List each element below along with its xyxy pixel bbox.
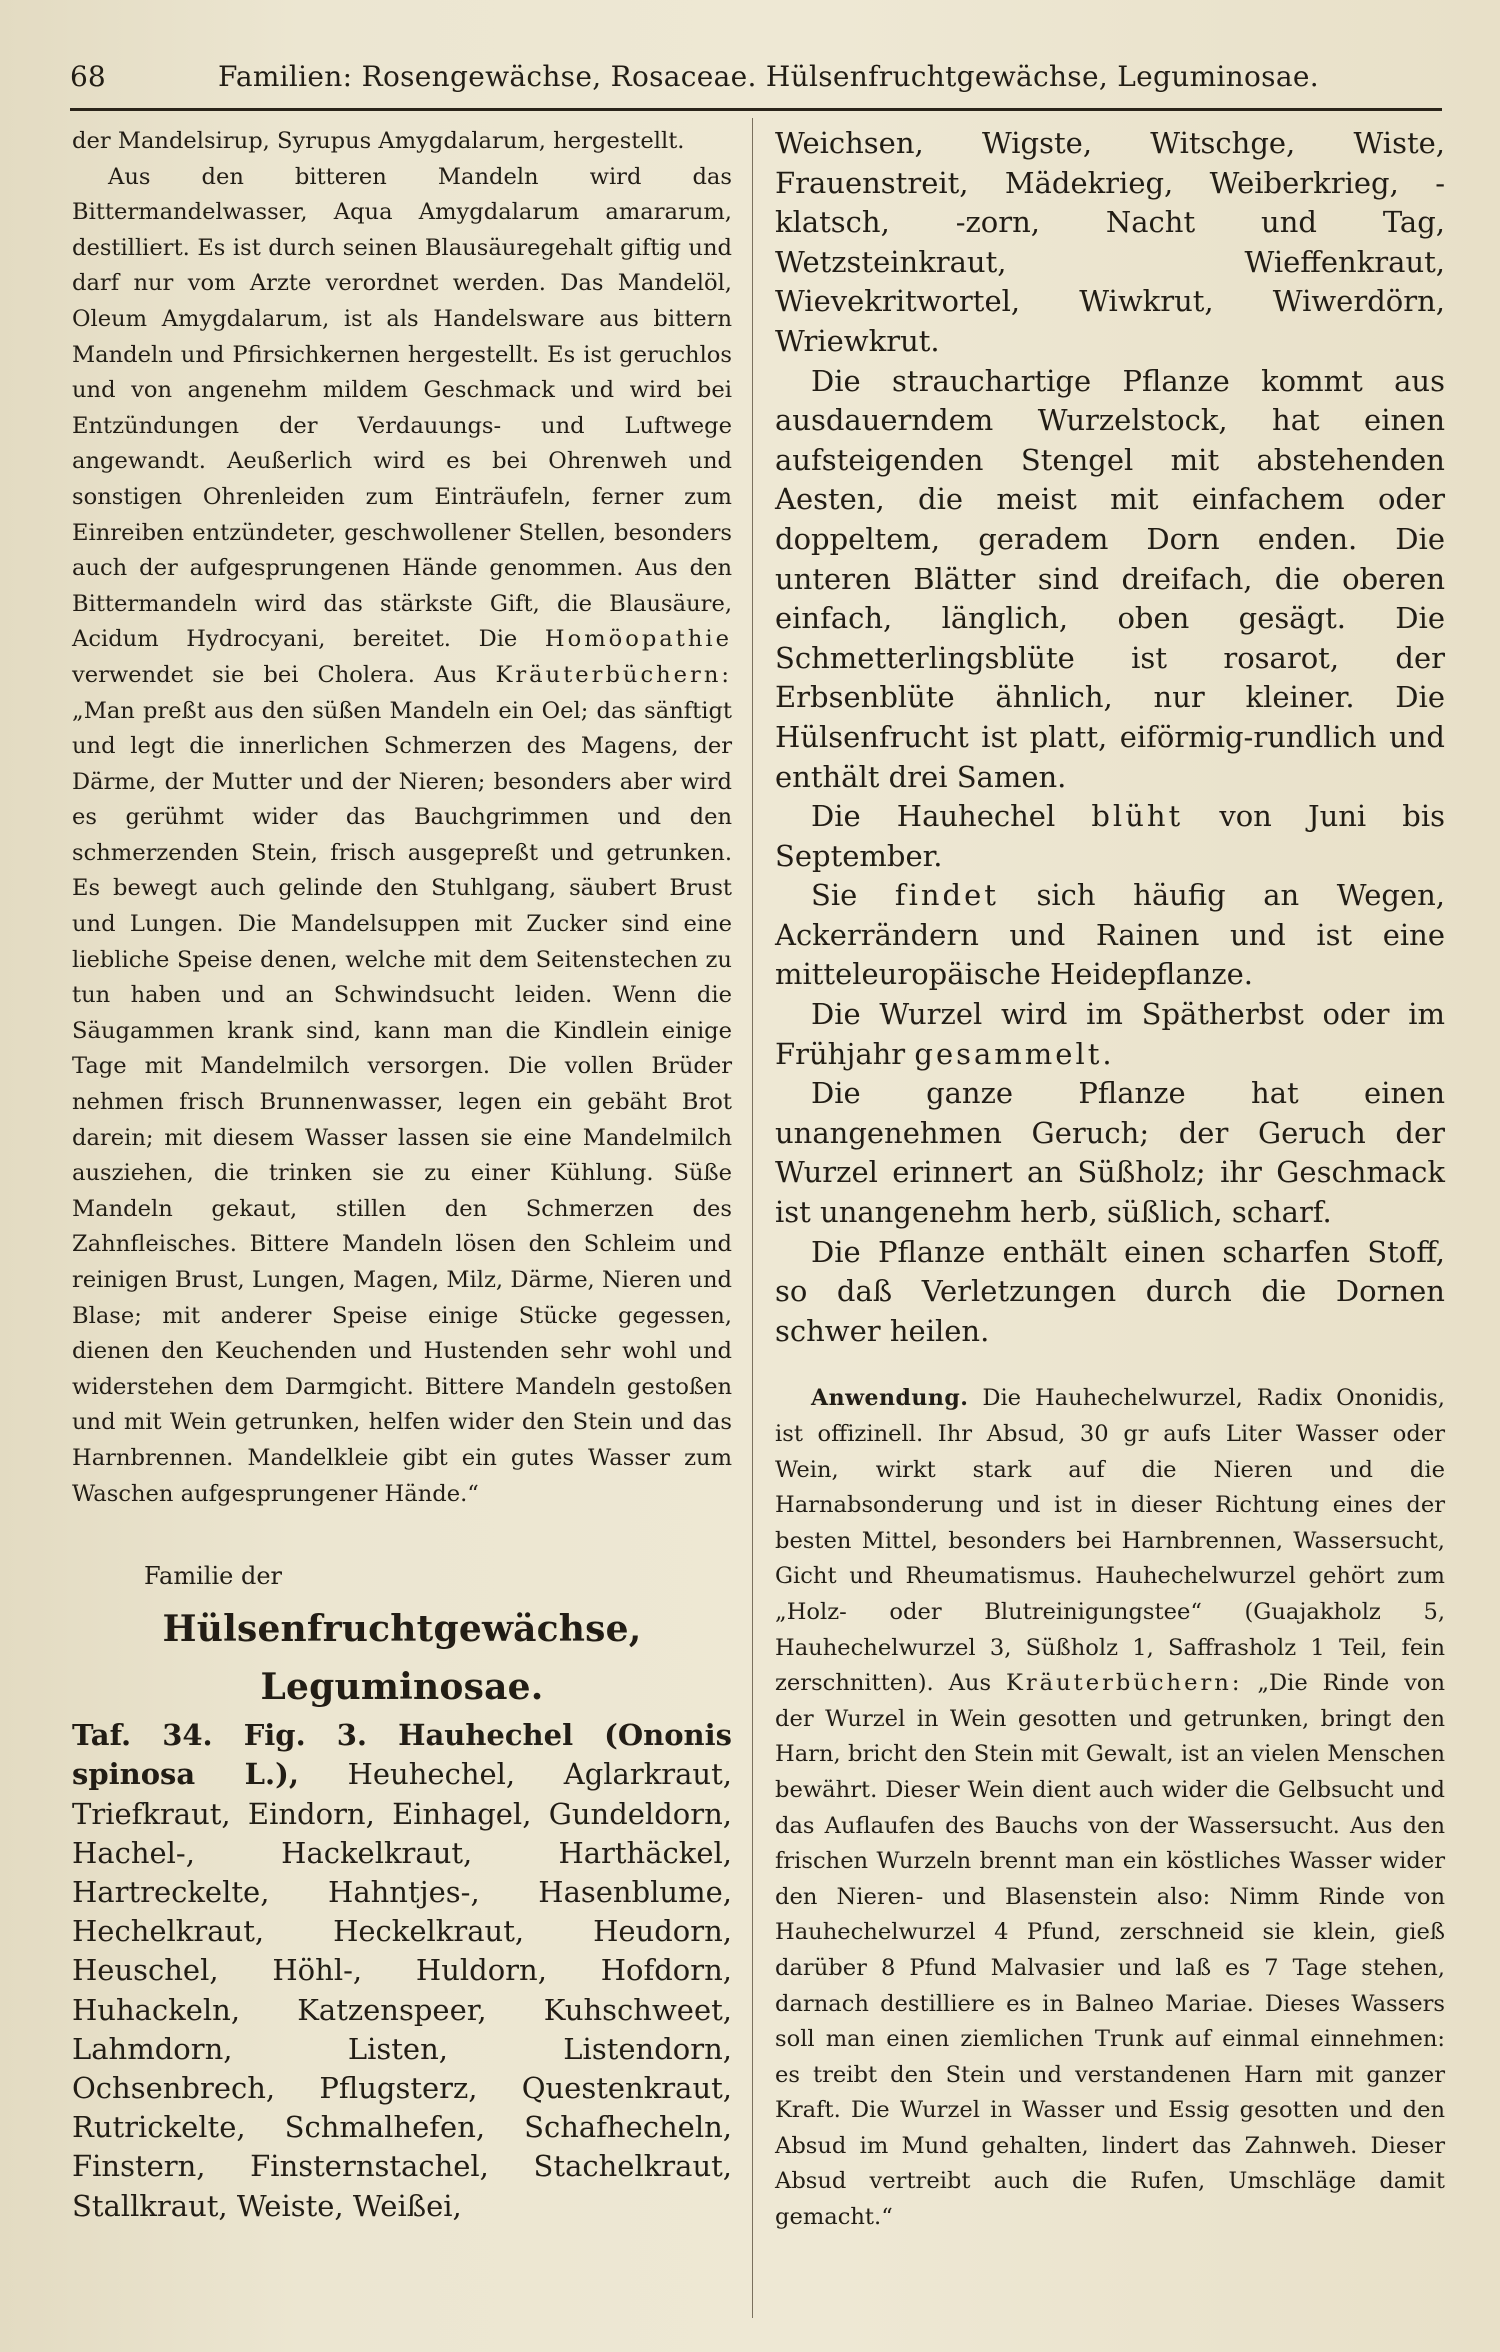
family-title: Hülsenfruchtgewächse, Leguminosae. [162,1608,642,1709]
text-run: Sie [811,878,858,913]
text-run: Die Wurzel wird im Spätherbst oder im Frühjahr [775,997,1445,1071]
left-column [72,124,732,2226]
paragraph: der Mandelsirup, Syrupus Amygdalarum, hergestellt. [72,128,685,154]
emphasis-label: Kräuterbüchern: [495,661,733,688]
text-run: sich häufig an Wegen, Ackerrändern und Rainen und ist eine mitteleuropäische Heidepflanze. [775,878,1446,992]
paragraph: Die ganze Pflanze hat einen unangenehmen Geruch; der Geruch der Wurzel erinnert an Süßholz; ihr Geschmack ist unangenehm herb, süßlich, scharf. [775,1076,1445,1230]
emphasis-label: Homöopathie [544,626,733,653]
text-run: von Juni bis September. [775,799,1446,873]
emphasis-label: gesammelt. [914,1036,1115,1071]
species-entry [72,1716,732,2226]
text-run: Die [478,626,518,653]
page-number: 68 [70,60,106,93]
species-names: Heuhechel, Aglarkraut, Triefkraut, Eindorn, Einhagel, Gundeldorn, Hachel-, Hackelkraut, Harthäckel, Hartreckelte, Hahntjes-, Hasenblume, Hechelkraut, Heckelkraut, Heudorn, Heuschel, Höhl-, Huldorn, Hofdorn, Huhackeln, Katzenspeer, Kuhschweet, Lahmdorn, Listen, Listendorn, Ochsenbrech, Pflugsterz, Questenkraut, Rutrickelte, Schmalhefen, Schafhecheln, Finstern, Finsternstachel, Stachelkraut, Stallkraut, Weiste, Weißei, [72,1757,732,2223]
species-label: Taf. 34. Fig. 3. Hauhechel (Ononis spinosa L.), [72,1718,732,1792]
paragraph [775,876,1445,995]
paragraph: Weichsen, Wigste, Witschge, Wiste, Frauenstreit, Mädekrieg, Weiberkrieg, -klatsch, -zorn, Nacht und Tag, Wetzsteinkraut, Wieffenkraut, Wievekritwortel, Wiwkrut, Wiwerdörn, Wriewkrut. [775,126,1445,358]
usage-label: Anwendung. [811,1385,969,1412]
paragraph [775,797,1445,876]
family-intro: Familie der [144,1562,282,1591]
paragraph [775,995,1445,1074]
paragraph-text: Aus den bitteren Mandeln wird das Bittermandelwasser, Aqua Amygdalarum amararum, destilliert. Es ist durch seinen Blausäuregehalt giftig und darf nur vom Arzte verordnet werden. Das Mandelöl, Oleum Amygdalarum, ist als Handelsware aus bittern Mandeln und Pfirsichkernen hergestellt. Es ist geruchlos und von angenehm mildem Geschmack und wird bei Entzündungen der Verdauungs- und Luftwege angewandt. Aeußerlich wird es bei Ohrenweh und sonstigen Ohrenleiden zum Einträufeln, ferner zum Einreiben entzündeter, geschwollener Stellen, besonders auch der aufgesprungenen Hände genommen. Aus den Bittermandeln wird das stärkste Gift, die Blausäure, Acidum Hydrocyani, bereitet. [72,163,732,653]
emphasis-label: blüht [1091,799,1184,834]
header-rule [70,108,1442,111]
text-run: verwendet sie bei Cholera. Aus [72,661,477,688]
paragraph: Die Pflanze enthält einen scharfen Stoff, so daß Verletzungen durch die Dornen schwer heilen. [775,1234,1445,1348]
right-column [775,124,1445,2236]
emphasis-label: findet [894,878,999,913]
quotation: „Die Rinde von der Wurzel in Wein gesotten und getrunken, bringt den Harn, bricht den Stein mit Gewalt, ist an vielen Menschen bewährt. Dieser Wein dient auch wider die Gelbsucht und das Auflaufen des Bauchs von der Wassersucht. Aus den frischen Wurzeln brennt man ein köstliches Wasser wider den Nieren- und Blasenstein also: Nimm Rinde von Hauhechelwurzel 4 Pfund, zerschneid sie klein, gieß darüber 8 Pfund Malvasier und laß es 7 Tage stehen, darnach destilliere es in Balneo Mariae. Dieses Wassers soll man einen ziemlichen Trunk auf einmal einnehmen: es treibt den Stein und verstandenen Harn mit ganzer Kraft. Die Wurzel in Wasser und Essig gesotten und den Absud im Mund gehalten, lindert das Zahnweh. Dieser Absud vertreibt auch die Rufen, Umschläge damit gemacht.“ [775,1670,1446,2231]
quotation: „Man preßt aus den süßen Mandeln ein Oel; das sänftigt und legt die innerlichen Schmerzen des Magens, der Därme, der Mutter und der Nieren; besonders aber wird es gerühmt wider das Bauchgrimmen und den schmerzenden Stein, frisch ausgepreßt und getrunken. Es bewegt auch gelinde den Stuhlgang, säubert Brust und Lungen. Die Mandelsuppen mit Zucker sind eine liebliche Speise denen, welche mit dem Seitenstechen zu tun haben und an Schwindsucht leiden. Wenn die Säugammen krank sind, kann man die Kindlein einige Tage mit Mandelmilch versorgen. Die vollen Brüder nehmen frisch Brunnenwasser, legen ein gebäht Brot darein; mit diesem Wasser lassen sie eine Mandelmilch ausziehen, die trinken sie zu einer Kühlung. Süße Mandeln gekaut, stillen den Schmerzen des Zahnfleisches. Bittere Mandeln lösen den Schleim und reinigen Brust, Lungen, Magen, Milz, Därme, Nieren und Blase; mit anderer Speise einige Stücke gegessen, dienen den Keuchenden und Hustenden sehr wohl und widerstehen dem Darmgicht. Bittere Mandeln gestoßen und mit Wein getrunken, helfen wider den Stein und das Harnbrennen. Mandelkleie gibt ein gutes Wasser zum Waschen aufgesprungener Hände.“ [72,697,732,1507]
page-header [70,58,1440,102]
paragraph: Die strauchartige Pflanze kommt aus ausdauerndem Wurzelstock, hat einen aufsteigenden Stengel mit abstehenden Aesten, die meist mit einfachem oder doppeltem, geradem Dorn enden. Die unteren Blätter sind dreifach, die oberen einfach, länglich, oben gesägt. Die Schmetterlingsblüte ist rosarot, der Erbsenblüte ähnlich, nur kleiner. Die Hülsenfrucht ist platt, eiförmig-rundlich und enthält drei Samen. [775,363,1445,794]
text-run: Die Hauhechel [811,799,1056,834]
column-divider [752,118,753,2318]
running-head: Familien: Rosengewächse, Rosaceae. Hülsenfruchtgewächse, Leguminosae. [218,60,1319,93]
usage-paragraph [775,1381,1445,2235]
spacer [775,1351,1445,1381]
paragraph [72,160,732,1513]
spacer [72,1512,732,1542]
usage-text: Die Hauhechelwurzel, Radix Ononidis, ist offizinell. Ihr Absud, 30 gr aufs Liter Wasser oder Wein, wirkt stark auf die Nieren und die Harnabsonderung und ist in dieser Richtung eines der besten Mittel, besonders bei Harnbrennen, Wassersucht, Gicht und Rheumatismus. Hauhechelwurzel gehört zum „Holz- oder Blutreinigungstee“ (Guajakholz 5, Hauhechelwurzel 3, Süßholz 1, Saffrasholz 1 Teil, fein zerschnitten). Aus [775,1385,1445,1697]
emphasis-label: Kräuterbüchern: [1005,1670,1243,1697]
